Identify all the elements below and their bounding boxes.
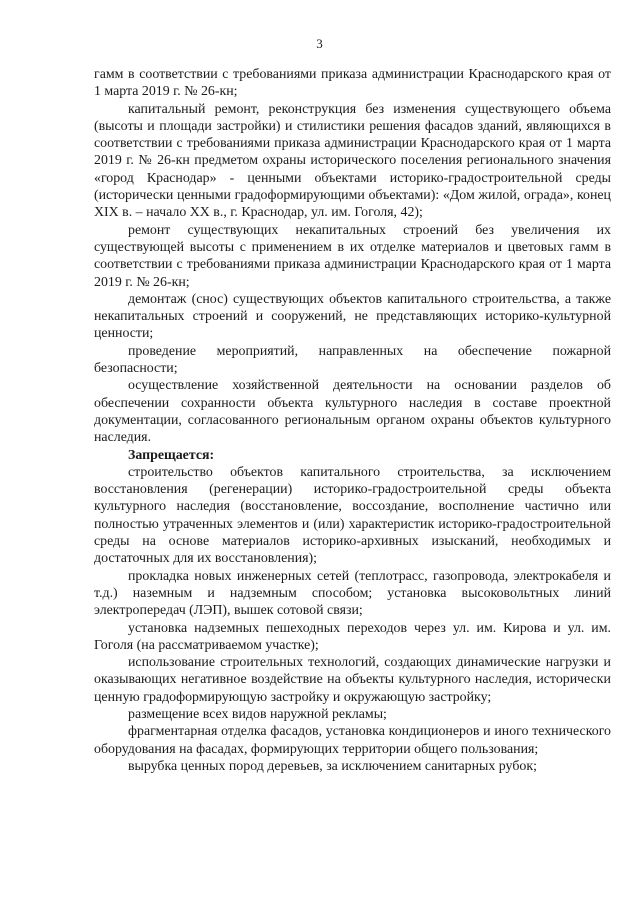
page-number: 3: [316, 36, 323, 51]
paragraph-demolition: демонтаж (снос) существующих объектов капитального строительства, а также некапитальных строений и сооружений, не представляющих историко-культурной ценности;: [94, 291, 611, 342]
paragraph-noncapital-repair: ремонт существующих некапитальных строений без увеличения их существующей высоты с применением в их отделке материалов и цветовых гамм в соответствии с требованиями приказа администрации Краснодарского края от 1 марта 2019 г. № 26-кн;: [94, 222, 611, 290]
paragraph-facade-ban: фрагментарная отделка фасадов, установка кондиционеров и иного технического оборудования на фасадах, формирующих территории общего пользования;: [94, 724, 611, 757]
paragraph-tree-cutting-ban: вырубка ценных пород деревьев, за исключением санитарных рубок;: [128, 758, 537, 774]
paragraph-technologies-ban: использование строительных технологий, создающих динамические нагрузки и оказывающих негативное воздействие на объекты культурного наследия, исторически ценную градоформирующую застройку и окружающую застройку;: [94, 655, 611, 705]
paragraph-crossings-ban: установка надземных пешеходных переходов через ул. им. Кирова и ул. им. Гоголя (на рассматриваемом участке);: [94, 620, 611, 653]
document-body: [94, 66, 611, 775]
paragraph-continuation: гамм в соответствии с требованиями приказа администрации Краснодарского края от 1 марта 2019 г. № 26-кн;: [94, 67, 611, 100]
paragraph-economic-activity: осуществление хозяйственной деятельности на основании разделов об обеспечении сохранности объекта культурного наследия в составе проектной документации, согласованного региональным органом охраны объектов культурного наследия.: [94, 378, 611, 446]
paragraph-networks-ban: прокладка новых инженерных сетей (теплотрасс, газопровода, электрокабеля и т.д.) наземным и надземным способом; установка высоковольтных линий электропередач (ЛЭП), вышек сотовой связи;: [94, 568, 611, 619]
paragraph-construction-ban: строительство объектов капитального строительства, за исключением восстановления (регенерации) историко-градостроительной среды объекта культурного наследия (восстановление, воссоздание, восполнение частично или полностью утраченных элементов и (или) характеристик историко-градостроительной среды на основе материалов историко-архивных изысканий, необходимых и достаточных для их восстановления);: [94, 464, 611, 567]
prohibited-heading: Запрещается:: [128, 447, 215, 463]
paragraph-fire-safety: проведение мероприятий, направленных на обеспечение пожарной безопасности;: [94, 343, 611, 377]
paragraph-capital-repair: капитальный ремонт, реконструкция без изменения существующего объема (высоты и площади застройки) и стилистики решения фасадов зданий, являющихся в соответствии с требованиями приказа администрации Краснодарского края от 1 марта 2019 г. № 26-кн предметом охраны исторического поселения регионального значения «город Краснодар» - ценными объектами историко-градостроительной среды (исторически ценными градоформирующими объектами): «Дом жилой, ограда», конец XIX в. – начало XX в., г. Краснодар, ул. им. Гоголя, 42);: [94, 101, 611, 221]
paragraph-advertising-ban: размещение всех видов наружной рекламы;: [128, 706, 387, 722]
